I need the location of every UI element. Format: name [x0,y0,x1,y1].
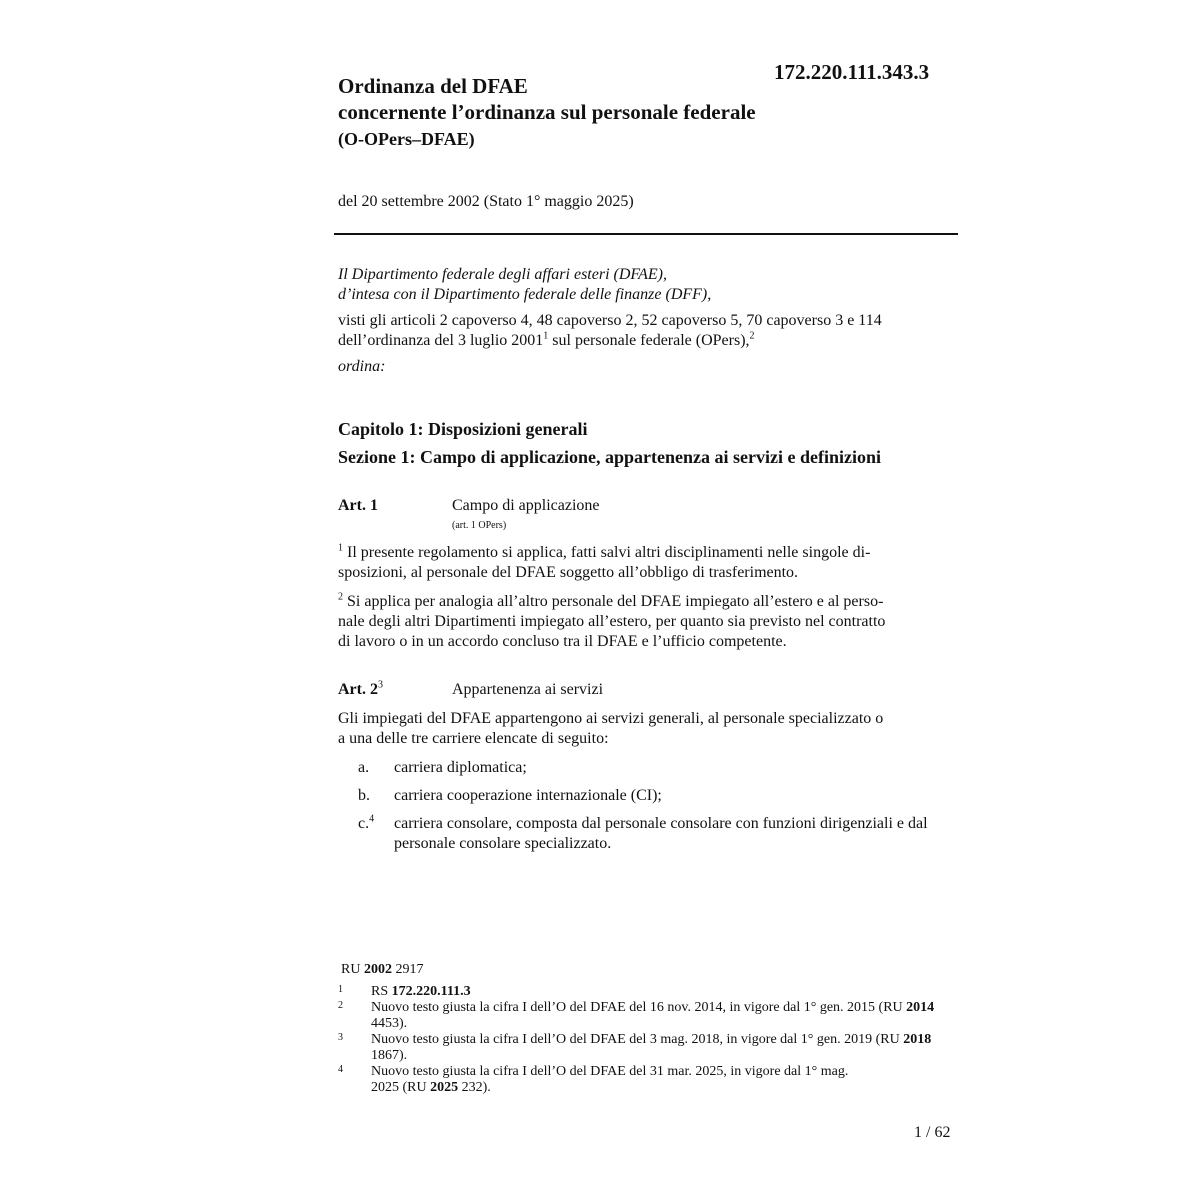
art1-reference: (art. 1 OPers) [452,520,507,531]
footnote-text-a: Nuovo testo giusta la cifra I dell’O del DFAE del 16 nov. 2014, in vigore dal 1° gen. 2015 (RU [371,1000,907,1015]
preamble-visti [338,311,958,351]
footnote-text-a: RS [371,984,392,999]
footnote-text-bold: 2018 [903,1032,932,1047]
list-item-text: carriera diplomatica; [394,759,527,776]
art1-p2-line-3: di lavoro o in un accordo concluso tra il DFAE e l’ufficio competente. [338,633,787,650]
preamble-visti-line-2 [338,331,958,351]
list-item [358,786,958,806]
list-item-text: carriera cooperazione internazionale (CI); [394,787,662,804]
art2-intro-line-1: Gli impiegati del DFAE appartengono ai servizi generali, al personale specializzato o [338,710,884,727]
page-number: 1 / 62 [914,1124,951,1141]
title-line-2: concernente l’ordinanza sul personale federale [338,100,756,124]
section-heading: Sezione 1: Campo di applicazione, appartenenza ai servizi e definizioni [338,447,881,467]
art1-p1-line-1 [338,543,958,563]
source-suffix: 2917 [391,962,424,977]
list-label-text: c. [358,815,370,832]
footnote-text-bold: 2025 [430,1080,459,1095]
list-item-label [358,758,369,778]
art1-p2-number: 2 [338,591,343,603]
art1-paragraph-1 [338,543,958,583]
footnote-text-bold: 2014 [906,1000,935,1015]
art2-intro [338,709,958,749]
preamble-authority-line-1: Il Dipartimento federale degli affari esteri (DFAE), [338,266,667,283]
source-year: 2002 [363,962,392,977]
art1-p1-text-1: Il presente regolamento si applica, fatti salvi altri disciplinamenti nelle singole di- [343,544,871,561]
title-line-1: Ordinanza del DFAE [338,74,528,98]
footnote-ref-2[interactable]: 2 [749,330,755,342]
list-item-label [358,814,374,834]
footnote-text-c: 1867). [371,1048,408,1063]
footnote-ref-4[interactable]: 4 [369,813,375,825]
footnote-text-bold: 172.220.111.3 [391,984,471,999]
list-item-label [358,786,370,806]
document-abbreviation: (O-OPers–DFAE) [338,129,475,149]
footnote-number: 4 [338,1064,343,1075]
preamble-ordina: ordina: [338,358,386,375]
source-prefix: RU [341,962,364,977]
art1-p2-text-1: Si applica per analogia all’altro personale del DFAE impiegato all’estero e al perso- [343,593,884,610]
visti-text-a: dell’ordinanza del 3 luglio 2001 [338,332,544,349]
sr-number: 172.220.111.343.3 [774,60,930,84]
footnote [338,984,958,1000]
footnote-number: 2 [338,1000,343,1011]
list-item [358,758,958,778]
art2-number-text: Art. 2 [338,681,378,698]
art1-title: Campo di applicazione [452,497,600,514]
preamble-authority [338,265,958,305]
footnote [338,1000,958,1032]
footnote-text-c: 4453). [371,1016,408,1031]
chapter-heading: Capitolo 1: Disposizioni generali [338,419,588,439]
footnote-text [371,984,958,1000]
footnote [338,1032,958,1064]
footnote-ref-3[interactable]: 3 [377,679,383,691]
list-item [358,814,958,854]
art1-number: Art. 1 [338,497,378,514]
footnote-text [371,1032,958,1064]
list-label-text: a. [358,759,370,776]
art1-paragraph-2 [338,592,958,652]
footnote-number: 1 [338,984,343,995]
footnote-text [371,1064,871,1096]
footnote [338,1064,958,1096]
footnote-source [341,962,423,978]
footnote-ref-1[interactable]: 1 [543,330,549,342]
list-item-text: carriera consolare, composta dal personale consolare con funzioni dirigenziali e dal personale consolare specializzato. [394,815,928,852]
preamble-authority-line-2: d’intesa con il Dipartimento federale delle finanze (DFF), [338,286,712,303]
footnote-number: 3 [338,1032,343,1043]
art2-intro-line-2: a una delle tre carriere elencate di seguito: [338,730,609,747]
art2-number [338,681,383,699]
art1-p1-number: 1 [338,542,343,554]
list-label-text: b. [358,787,370,804]
document-title [338,73,756,125]
art1-p1-line-2: sposizioni, al personale del DFAE soggetto all’obbligo di trasferimento. [338,564,799,581]
footnote-text-a: Nuovo testo giusta la cifra I dell’O del DFAE del 3 mag. 2018, in vigore dal 1° gen. 2019 (RU [371,1032,904,1047]
art2-title: Appartenenza ai servizi [452,681,604,698]
document-date: del 20 settembre 2002 (Stato 1° maggio 2025) [338,193,634,210]
art1-p2-line-1 [338,592,958,612]
footnote-text-c: 232). [458,1080,491,1095]
header-divider [334,233,958,235]
footnote-text [371,1000,958,1032]
art1-p2-line-2: nale degli altri Dipartimenti impiegato all’estero, per quanto sia previsto nel contratto [338,613,886,630]
preamble-visti-line-1: visti gli articoli 2 capoverso 4, 48 capoverso 2, 52 capoverso 5, 70 capoverso 3 e 114 [338,312,882,329]
visti-text-b: sul personale federale (OPers), [548,332,750,349]
footnote-text-a: Nuovo testo giusta la cifra I dell’O del DFAE del 31 mar. 2025, in vigore dal 1° mag. 2025 (RU [371,1064,849,1095]
